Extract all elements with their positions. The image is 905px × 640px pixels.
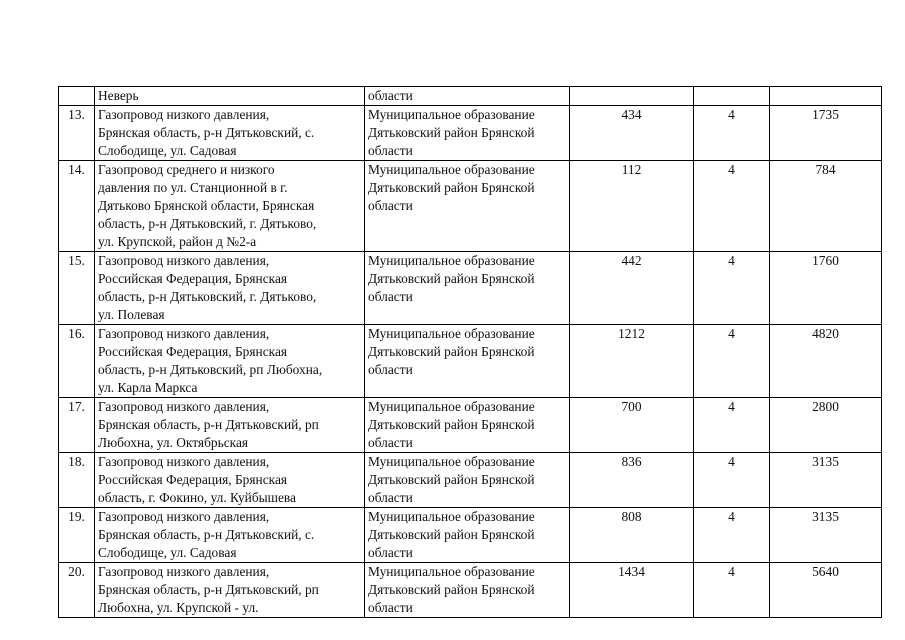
- length-cell: 1434: [570, 563, 694, 618]
- length-cell: 836: [570, 453, 694, 508]
- owner-cell: Муниципальное образование Дятьковский район Брянской области: [365, 398, 570, 453]
- length-cell: 1212: [570, 325, 694, 398]
- row-number: 19.: [59, 508, 95, 563]
- object-name-cell: Газопровод среднего и низкого давления по ул. Станционной в г. Дятьково Брянской области, Брянская область, р-н Дятьковский, г. Дятьково, ул. Крупской, район д №2-а: [95, 161, 365, 252]
- table-row: [59, 453, 882, 508]
- object-name-cell: Неверь: [95, 87, 365, 106]
- owner-cell: Муниципальное образование Дятьковский район Брянской области: [365, 252, 570, 325]
- row-number: 17.: [59, 398, 95, 453]
- object-name-cell: Газопровод низкого давления, Российская Федерация, Брянская область, р-н Дятьковский, рп Любохна, ул. Карла Маркса: [95, 325, 365, 398]
- table-row: [59, 508, 882, 563]
- table-row: [59, 252, 882, 325]
- length-cell: 434: [570, 106, 694, 161]
- gas-pipeline-table: [58, 86, 882, 618]
- table-row: [59, 563, 882, 618]
- value-cell: 4: [694, 508, 770, 563]
- total-cell: 3135: [770, 453, 882, 508]
- table-row: [59, 87, 882, 106]
- value-cell: [694, 87, 770, 106]
- total-cell: 4820: [770, 325, 882, 398]
- total-cell: 1760: [770, 252, 882, 325]
- total-cell: 784: [770, 161, 882, 252]
- object-name-cell: Газопровод низкого давления, Брянская область, р-н Дятьковский, рп Любохна, ул. Крупской - ул.: [95, 563, 365, 618]
- row-number: [59, 87, 95, 106]
- total-cell: 3135: [770, 508, 882, 563]
- total-cell: 1735: [770, 106, 882, 161]
- total-cell: 5640: [770, 563, 882, 618]
- owner-cell: Муниципальное образование Дятьковский район Брянской области: [365, 508, 570, 563]
- object-name-cell: Газопровод низкого давления, Брянская область, р-н Дятьковский, с. Слободище, ул. Садовая: [95, 106, 365, 161]
- row-number: 15.: [59, 252, 95, 325]
- owner-cell: Муниципальное образование Дятьковский район Брянской области: [365, 325, 570, 398]
- table-row: [59, 106, 882, 161]
- object-name-cell: Газопровод низкого давления, Российская Федерация, Брянская область, р-н Дятьковский, г. Дятьково, ул. Полевая: [95, 252, 365, 325]
- owner-cell: области: [365, 87, 570, 106]
- total-cell: [770, 87, 882, 106]
- total-cell: 2800: [770, 398, 882, 453]
- value-cell: 4: [694, 106, 770, 161]
- row-number: 16.: [59, 325, 95, 398]
- value-cell: 4: [694, 453, 770, 508]
- value-cell: 4: [694, 161, 770, 252]
- owner-cell: Муниципальное образование Дятьковский район Брянской области: [365, 453, 570, 508]
- table-row: [59, 161, 882, 252]
- length-cell: 700: [570, 398, 694, 453]
- object-name-cell: Газопровод низкого давления, Российская Федерация, Брянская область, г. Фокино, ул. Куйбышева: [95, 453, 365, 508]
- object-name-cell: Газопровод низкого давления, Брянская область, р-н Дятьковский, с. Слободище, ул. Садовая: [95, 508, 365, 563]
- row-number: 13.: [59, 106, 95, 161]
- length-cell: 808: [570, 508, 694, 563]
- row-number: 20.: [59, 563, 95, 618]
- length-cell: 442: [570, 252, 694, 325]
- value-cell: 4: [694, 398, 770, 453]
- length-cell: 112: [570, 161, 694, 252]
- owner-cell: Муниципальное образование Дятьковский район Брянской области: [365, 563, 570, 618]
- value-cell: 4: [694, 252, 770, 325]
- table-body: [59, 87, 882, 618]
- table-row: [59, 325, 882, 398]
- owner-cell: Муниципальное образование Дятьковский район Брянской области: [365, 161, 570, 252]
- row-number: 14.: [59, 161, 95, 252]
- value-cell: 4: [694, 563, 770, 618]
- table-row: [59, 398, 882, 453]
- object-name-cell: Газопровод низкого давления, Брянская область, р-н Дятьковский, рп Любохна, ул. Октябрьская: [95, 398, 365, 453]
- length-cell: [570, 87, 694, 106]
- row-number: 18.: [59, 453, 95, 508]
- owner-cell: Муниципальное образование Дятьковский район Брянской области: [365, 106, 570, 161]
- value-cell: 4: [694, 325, 770, 398]
